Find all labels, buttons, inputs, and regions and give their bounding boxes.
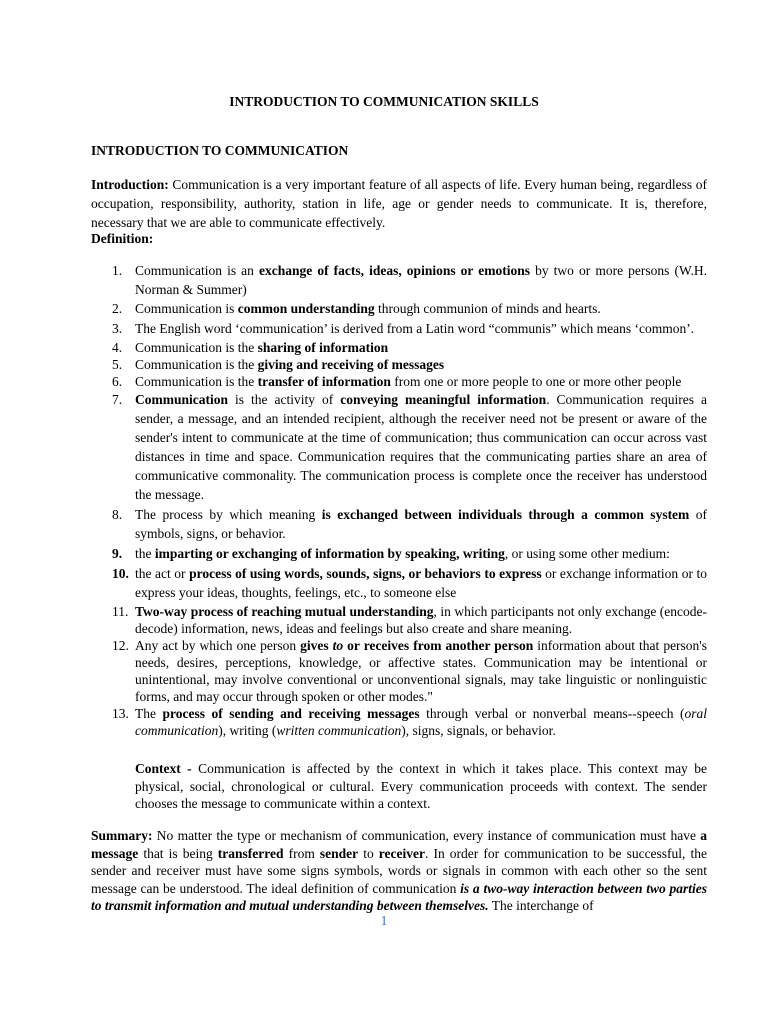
- text-run: process of using words, sounds, signs, or behaviors to express: [189, 566, 542, 581]
- text-run: a message: [91, 828, 707, 861]
- text-run: , in which participants not only exchange (encode-decode) information, news, ideas and feelings but also create and share meaning.: [135, 604, 707, 636]
- context-text: Communication is affected by the context in which it takes place. This context may be physical, social, chronological or cultural. Every communication proceeds with context. The sender chooses the message to communicate within a context.: [135, 761, 707, 811]
- definition-item: [91, 373, 707, 390]
- introduction-label: Introduction:: [91, 177, 169, 192]
- text-run: from one or more people to one or more other people: [390, 374, 682, 389]
- text-run: imparting or exchanging of information by speaking, writing: [154, 546, 505, 561]
- text-run: Communication is the: [135, 374, 258, 389]
- definition-number: 5.: [112, 357, 123, 372]
- document-title: INTRODUCTION TO COMMUNICATION SKILLS: [229, 94, 539, 109]
- text-run: the act or: [135, 566, 190, 581]
- text-run: receiver: [378, 845, 426, 861]
- definition-item: [91, 505, 707, 543]
- definition-number: 9.: [112, 546, 123, 561]
- section-heading: INTRODUCTION TO COMMUNICATION: [91, 143, 349, 158]
- text-run: The: [135, 706, 163, 721]
- definition-item: [91, 390, 707, 504]
- definition-item: [91, 564, 707, 602]
- text-run: Any act by which one person: [135, 638, 301, 653]
- text-run: of symbols, signs, or behavior.: [135, 507, 708, 541]
- text-run: is a two-way interaction between two parties to transmit information and mutual understanding between themselves.: [91, 880, 707, 913]
- definition-label: Definition:: [91, 231, 154, 246]
- text-run: Communication is the: [135, 340, 258, 355]
- definition-item: [91, 300, 707, 319]
- text-run: or exchange information or to express your ideas, thoughts, feelings, etc., to someone else: [135, 566, 707, 600]
- definition-number: 3.: [112, 320, 123, 336]
- text-run: . Communication requires a sender, a message, and an intended recipient, although the receiver need not be present or aware of the sender's intent to communicate at the time of communication; thus communication can occur across vast distances in time and space. Communication requires that the communicating parties share an area of communicative commonality. The communication process is complete once the receiver has understood the message.: [135, 392, 707, 502]
- summary-paragraph: [91, 827, 707, 915]
- definition-number: 13.: [112, 706, 129, 721]
- definition-item: [91, 320, 707, 339]
- text-run: ), signs, signals, or behavior.: [401, 723, 556, 738]
- text-run: information about that person's needs, desires, perceptions, knowledge, or affective states. Communication may be intentional or unintentional, may involve conventional or unconventional signals, may take linguistic or nonlinguistic forms, and may occur through spoken or other modes.": [135, 638, 707, 704]
- text-run: sharing of information: [257, 340, 389, 355]
- text-run: conveying meaningful information: [340, 392, 547, 407]
- context-paragraph: [135, 760, 707, 813]
- text-run: giving and receiving of messages: [257, 357, 445, 372]
- text-run: or receives from another person: [343, 638, 534, 653]
- introduction-paragraph: [91, 175, 707, 232]
- text-run: to: [332, 638, 344, 653]
- definition-item: [91, 603, 707, 637]
- text-run: is exchanged between individuals through a common system: [321, 507, 690, 522]
- text-run: is the activity of: [228, 392, 341, 407]
- text-run: The interchange of: [488, 898, 594, 913]
- page-number: 1: [380, 913, 388, 928]
- text-run: , or using some other medium:: [504, 546, 670, 561]
- text-run: oral communication: [135, 706, 707, 738]
- text-run: common understanding: [237, 301, 375, 316]
- definition-item: [91, 705, 707, 739]
- text-run: gives: [300, 638, 333, 653]
- text-run: exchange of facts, ideas, opinions or emotions: [259, 263, 531, 278]
- definition-number: 4.: [112, 340, 123, 355]
- definition-item: [91, 262, 707, 299]
- text-run: by two or more persons (W.H. Norman & Summer): [135, 263, 707, 297]
- definition-item: [91, 339, 707, 356]
- text-run: Communication: [135, 392, 229, 407]
- text-run: Summary:: [91, 828, 153, 843]
- text-run: The English word ‘communication’ is derived from a Latin word “communis” which means ‘common’.: [135, 320, 695, 336]
- introduction-text: Communication is a very important feature of all aspects of life. Every human being, regardless of occupation, responsibility, authority, station in life, age or gender needs to communicate. It is, therefore, necessary that we are able to communicate effectively.: [91, 177, 707, 230]
- text-run: through verbal or nonverbal means--speech (: [419, 706, 685, 721]
- text-run: transferred: [217, 845, 284, 861]
- definition-number: 12.: [112, 638, 129, 653]
- definition-item: [91, 544, 707, 563]
- text-run: from: [283, 845, 320, 861]
- text-run: to: [358, 845, 379, 861]
- definition-number: 10.: [112, 566, 129, 581]
- text-run: process of sending and receiving messages: [162, 706, 420, 721]
- definition-number: 7.: [112, 392, 123, 407]
- text-run: sender: [319, 845, 359, 861]
- text-run: The process by which meaning: [135, 507, 322, 522]
- text-run: ), writing (: [218, 723, 277, 738]
- text-run: that is being: [138, 845, 218, 861]
- definition-item: [91, 356, 707, 373]
- text-run: . In order for communication to be successful, the sender and receiver must have some signs symbols, words or signals in common with each other so the sent message can be understood. The ideal definition of communication: [91, 845, 707, 896]
- text-run: Communication is the: [135, 357, 258, 372]
- definition-number: 11.: [112, 604, 129, 619]
- text-run: the: [135, 546, 155, 561]
- text-run: Communication is an: [135, 263, 259, 278]
- definition-number: 1.: [112, 263, 123, 278]
- text-run: transfer of information: [257, 374, 391, 389]
- definition-number: 2.: [112, 301, 123, 316]
- text-run: written communication: [276, 723, 402, 738]
- text-run: Communication is: [135, 301, 238, 316]
- text-run: through communion of minds and hearts.: [374, 301, 601, 316]
- definition-number: 6.: [112, 374, 123, 389]
- text-run: No matter the type or mechanism of communication, every instance of communication must have: [152, 828, 701, 843]
- definition-number: 8.: [112, 507, 123, 522]
- context-label: Context -: [135, 761, 199, 776]
- definitions-list: [91, 262, 707, 739]
- definition-item: [91, 637, 707, 705]
- text-run: Two-way process of reaching mutual understanding: [135, 604, 434, 619]
